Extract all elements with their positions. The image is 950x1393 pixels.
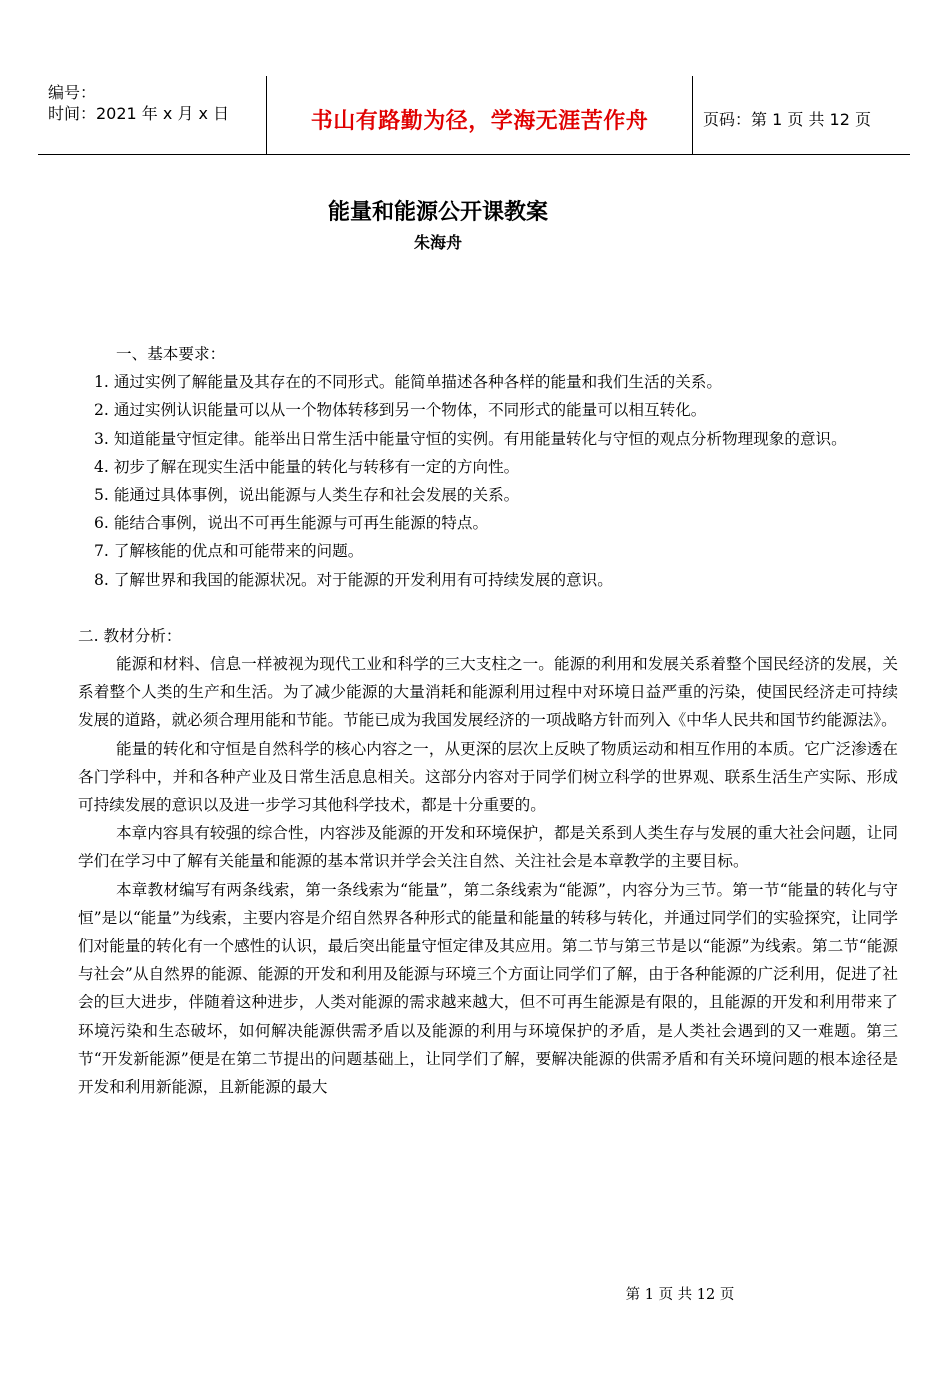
analysis-paragraph: 本章内容具有较强的综合性，内容涉及能源的开发和环境保护，都是关系到人类生存与发展的重大社会问题，让同学们在学习中了解有关能量和能源的基本常识并学会关注自然、关注社会是本章教学的主要目标。 — [78, 824, 898, 871]
requirement-item: 8. 了解世界和我国的能源状况。对于能源的开发利用有可持续发展的意识。 — [94, 570, 613, 589]
requirement-item: 5. 能通过具体事例，说出能源与人类生存和社会发展的关系。 — [94, 486, 520, 505]
section-spacer — [78, 594, 898, 622]
document-title: 能量和能源公开课教案 — [327, 200, 548, 225]
analysis-paragraph: 能源和材料、信息一样被视为现代工业和科学的三大支柱之一。能源的利用和发展关系着整个国民经济的发展，关系着整个人类的生产和生活。为了减少能源的大量消耗和能源利用过程中对环境日益严重的污染，使国民经济走可持续发展的道路，就必须合理用能和节能。节能已成为我国发展经济的一项战略方针而列入《中华人民共和国节约能源法》。 — [78, 655, 898, 730]
document-body — [78, 340, 898, 1101]
page-header — [38, 76, 910, 155]
document-number-label: 编号： — [48, 83, 97, 102]
requirement-item: 2. 通过实例认识能量可以从一个物体转移到另一个物体，不同形式的能量可以相互转化。 — [94, 401, 707, 420]
requirement-item: 1. 通过实例了解能量及其存在的不同形式。能简单描述各种各样的能量和我们生活的关系。 — [94, 373, 722, 392]
header-motto-cell — [267, 76, 693, 154]
page-footer: 第 1 页 共 12 页 — [625, 1287, 735, 1303]
document-time-label: 时间：2021 年 x 月 x 日 — [48, 104, 230, 123]
header-motto: 书山有路勤为径，学海无涯苦作舟 — [310, 109, 649, 134]
section-heading-requirements: 一、基本要求： — [116, 345, 226, 363]
header-info-cell — [38, 76, 267, 154]
requirement-item: 6. 能结合事例，说出不可再生能源与可再生能源的特点。 — [94, 514, 489, 533]
section-heading-analysis: 二. 教材分析： — [78, 626, 182, 645]
analysis-paragraph: 本章教材编写有两条线索，第一条线索为“能量”，第二条线索为“能源”，内容分为三节。第一节“能量的转化与守恒”是以“能量”为线索，主要内容是介绍自然界各种形式的能量和能量的转移与转化，并通过同学们的实验探究，让同学们对能量的转化有一个感性的认识，最后突出能量守恒定律及其应用。第二节与第三节是以“能源”为线索。第二节“能源与社会”从自然界的能源、能源的开发和利用及能源与环境三个方面让同学们了解，由于各种能源的广泛利用，促进了社会的巨大进步，伴随着这种进步，人类对能源的需求越来越大，但不可再生能源是有限的，且能源的开发和利用带来了环境污染和生态破坏，如何解决能源供需矛盾以及能源的利用与环境保护的矛盾，是人类社会遇到的又一难题。第三节“开发新能源”便是在第二节提出的问题基础上，让同学们了解，要解决能源的供需矛盾和有关环境问题的根本途径是开发和利用新能源，且新能源的最大 — [78, 880, 898, 1097]
requirement-item: 3. 知道能量守恒定律。能举出日常生活中能量守恒的实例。有用能量转化与守恒的观点分析物理现象的意识。 — [94, 429, 847, 448]
document-author: 朱海舟 — [413, 233, 462, 252]
header-page-cell — [693, 76, 910, 154]
requirement-item: 4. 初步了解在现实生活中能量的转化与转移有一定的方向性。 — [94, 457, 520, 476]
requirement-item: 7. 了解核能的优点和可能带来的问题。 — [94, 542, 364, 561]
header-page-number: 页码：第 1 页 共 12 页 — [703, 110, 871, 129]
analysis-paragraph: 能量的转化和守恒是自然科学的核心内容之一，从更深的层次上反映了物质运动和相互作用的本质。它广泛渗透在各门学科中，并和各种产业及日常生活息息相关。这部分内容对于同学们树立科学的世界观、联系生活生产实际、形成可持续发展的意识以及进一步学习其他科学技术，都是十分重要的。 — [78, 739, 898, 815]
